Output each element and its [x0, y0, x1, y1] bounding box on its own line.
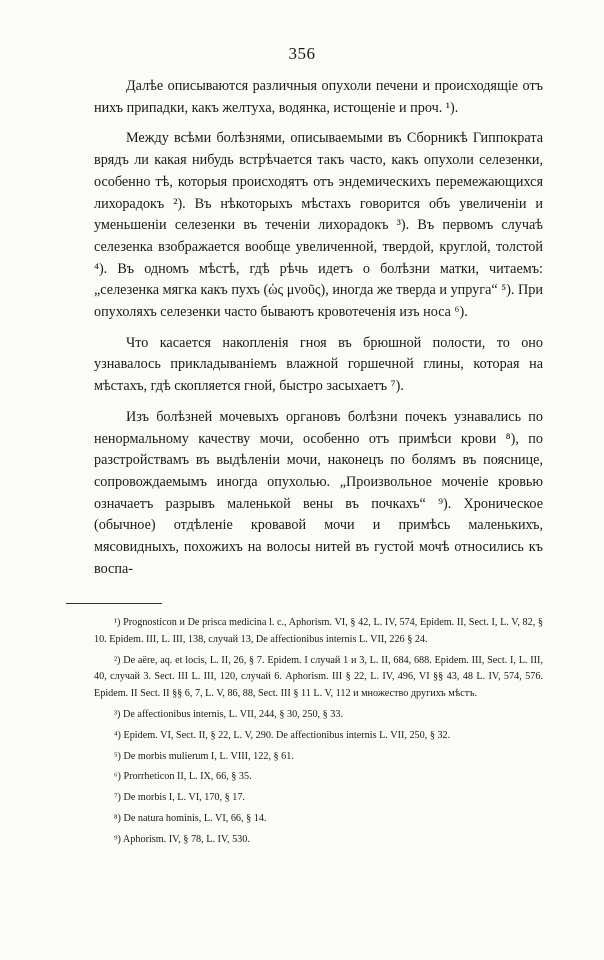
footnote-2: ²) De aëre, aq. et locis, L. II, 26, § 7. Epidem. I случай 1 и 3, L. II, 684, 688. Epidem. III, Sect. I, L. III, 40, случай 3. Sect. III L. III, 120, случай 6. Aphorism. III § 22, L. IV, 496, VI §§ 43, 48 L. IV, 574, 576. Epidem. II Sect. II §§ 6, 7, L. V, 86, 88, Sect. III § 11 L. V, 112 и множество другихъ мѣстъ. [94, 654, 543, 700]
footnote-7: ⁷) De morbis I, L. VI, 170, § 17. [114, 792, 245, 804]
paragraph-spleen-tumors: Между всѣми болѣзнями, описываемыми въ Сборникѣ Гиппократа врядъ ли какая нибудь встрѣчается такъ часто, какъ опухоли селезенки, особенно тѣ, которыя происходятъ отъ эндемическихъ перемежающихся лихорадокъ ²). Въ нѣкоторыхъ мѣстахъ говорится объ увеличеніи и уменьшеніи селезенки въ теченіи лихорадокъ ³). Въ первомъ случаѣ селезенка взображается вообще увеличенной, твердой, круглой, толстой ⁴). Въ одномъ мѣстѣ, гдѣ рѣчь идетъ о болѣзни матки, читаемъ: „селезенка мягка какъ пухъ (ὡς μνοῦς), иногда же тверда и упруга“ ⁵). При опухоляхъ селезенки часто бываютъ кровотеченія изъ носа ⁶). [94, 130, 543, 321]
footnotes [94, 615, 543, 853]
footnote-5: ⁵) De morbis mulierum I, L. VIII, 122, § 61. [114, 750, 294, 762]
footnote-1: ¹) Prognosticon и De prisca medicina l. c., Aphorism. VI, § 42, L. IV, 574, Epidem. II, Sect. I, L. V, 82, § 10. Epidem. III, L. III, 138, случай 13, De affectionibus internis L. VII, 226 § 24. [94, 617, 543, 645]
footnote-3: ³) De affectionibus internis, L. VII, 244, § 30, 250, § 33. [114, 708, 344, 720]
main-text [94, 76, 543, 589]
footnote-6: ⁶) Prorrheticon II, L. IX, 66, § 35. [114, 771, 252, 783]
footnote-8: ⁸) De natura hominis, L. VI, 66, § 14. [114, 812, 267, 824]
paragraph-abdominal-pus: Что касается накопленія гноя въ брюшной полости, то оно узнавалось прикладываніемъ влажной горшечной глины, которая на мѣстахъ, гдѣ скопляется гной, быстро засыхаетъ ⁷). [94, 334, 543, 395]
footnote-4: ⁴) Epidem. VI, Sect. II, § 22, L. V, 290. De affectionibus internis L. VII, 250, § 32. [114, 729, 451, 741]
paragraph-liver-tumors: Далѣе описываются различныя опухоли печени и происходящіе отъ нихъ припадки, какъ желтуха, водянка, истощеніе и проч. ¹). [94, 78, 543, 116]
footnote-9: ⁹) Aphorism. IV, § 78, L. IV, 530. [114, 833, 250, 845]
footnote-divider [66, 603, 162, 604]
paragraph-urinary-diseases: Изъ болѣзней мочевыхъ органовъ болѣзни почекъ узнавались по ненормальному качеству мочи, особенно отъ примѣси крови ⁸), по разстройствамъ въ выдѣленіи мочи, наконецъ по болямъ въ пояснице, сопровождаемымъ иногда опухолью. „Произвольное моченіе кровью означаетъ разрывъ маленькой вены въ почкахъ“ ⁹). Хроническое (обычное) отдѣленіе кровавой мочи и примѣсь маленькихъ, мясовидныхъ, похожихъ на волосы нитей въ густой мочѣ относились къ воспа- [94, 408, 543, 577]
page-number: 356 [288, 44, 316, 63]
